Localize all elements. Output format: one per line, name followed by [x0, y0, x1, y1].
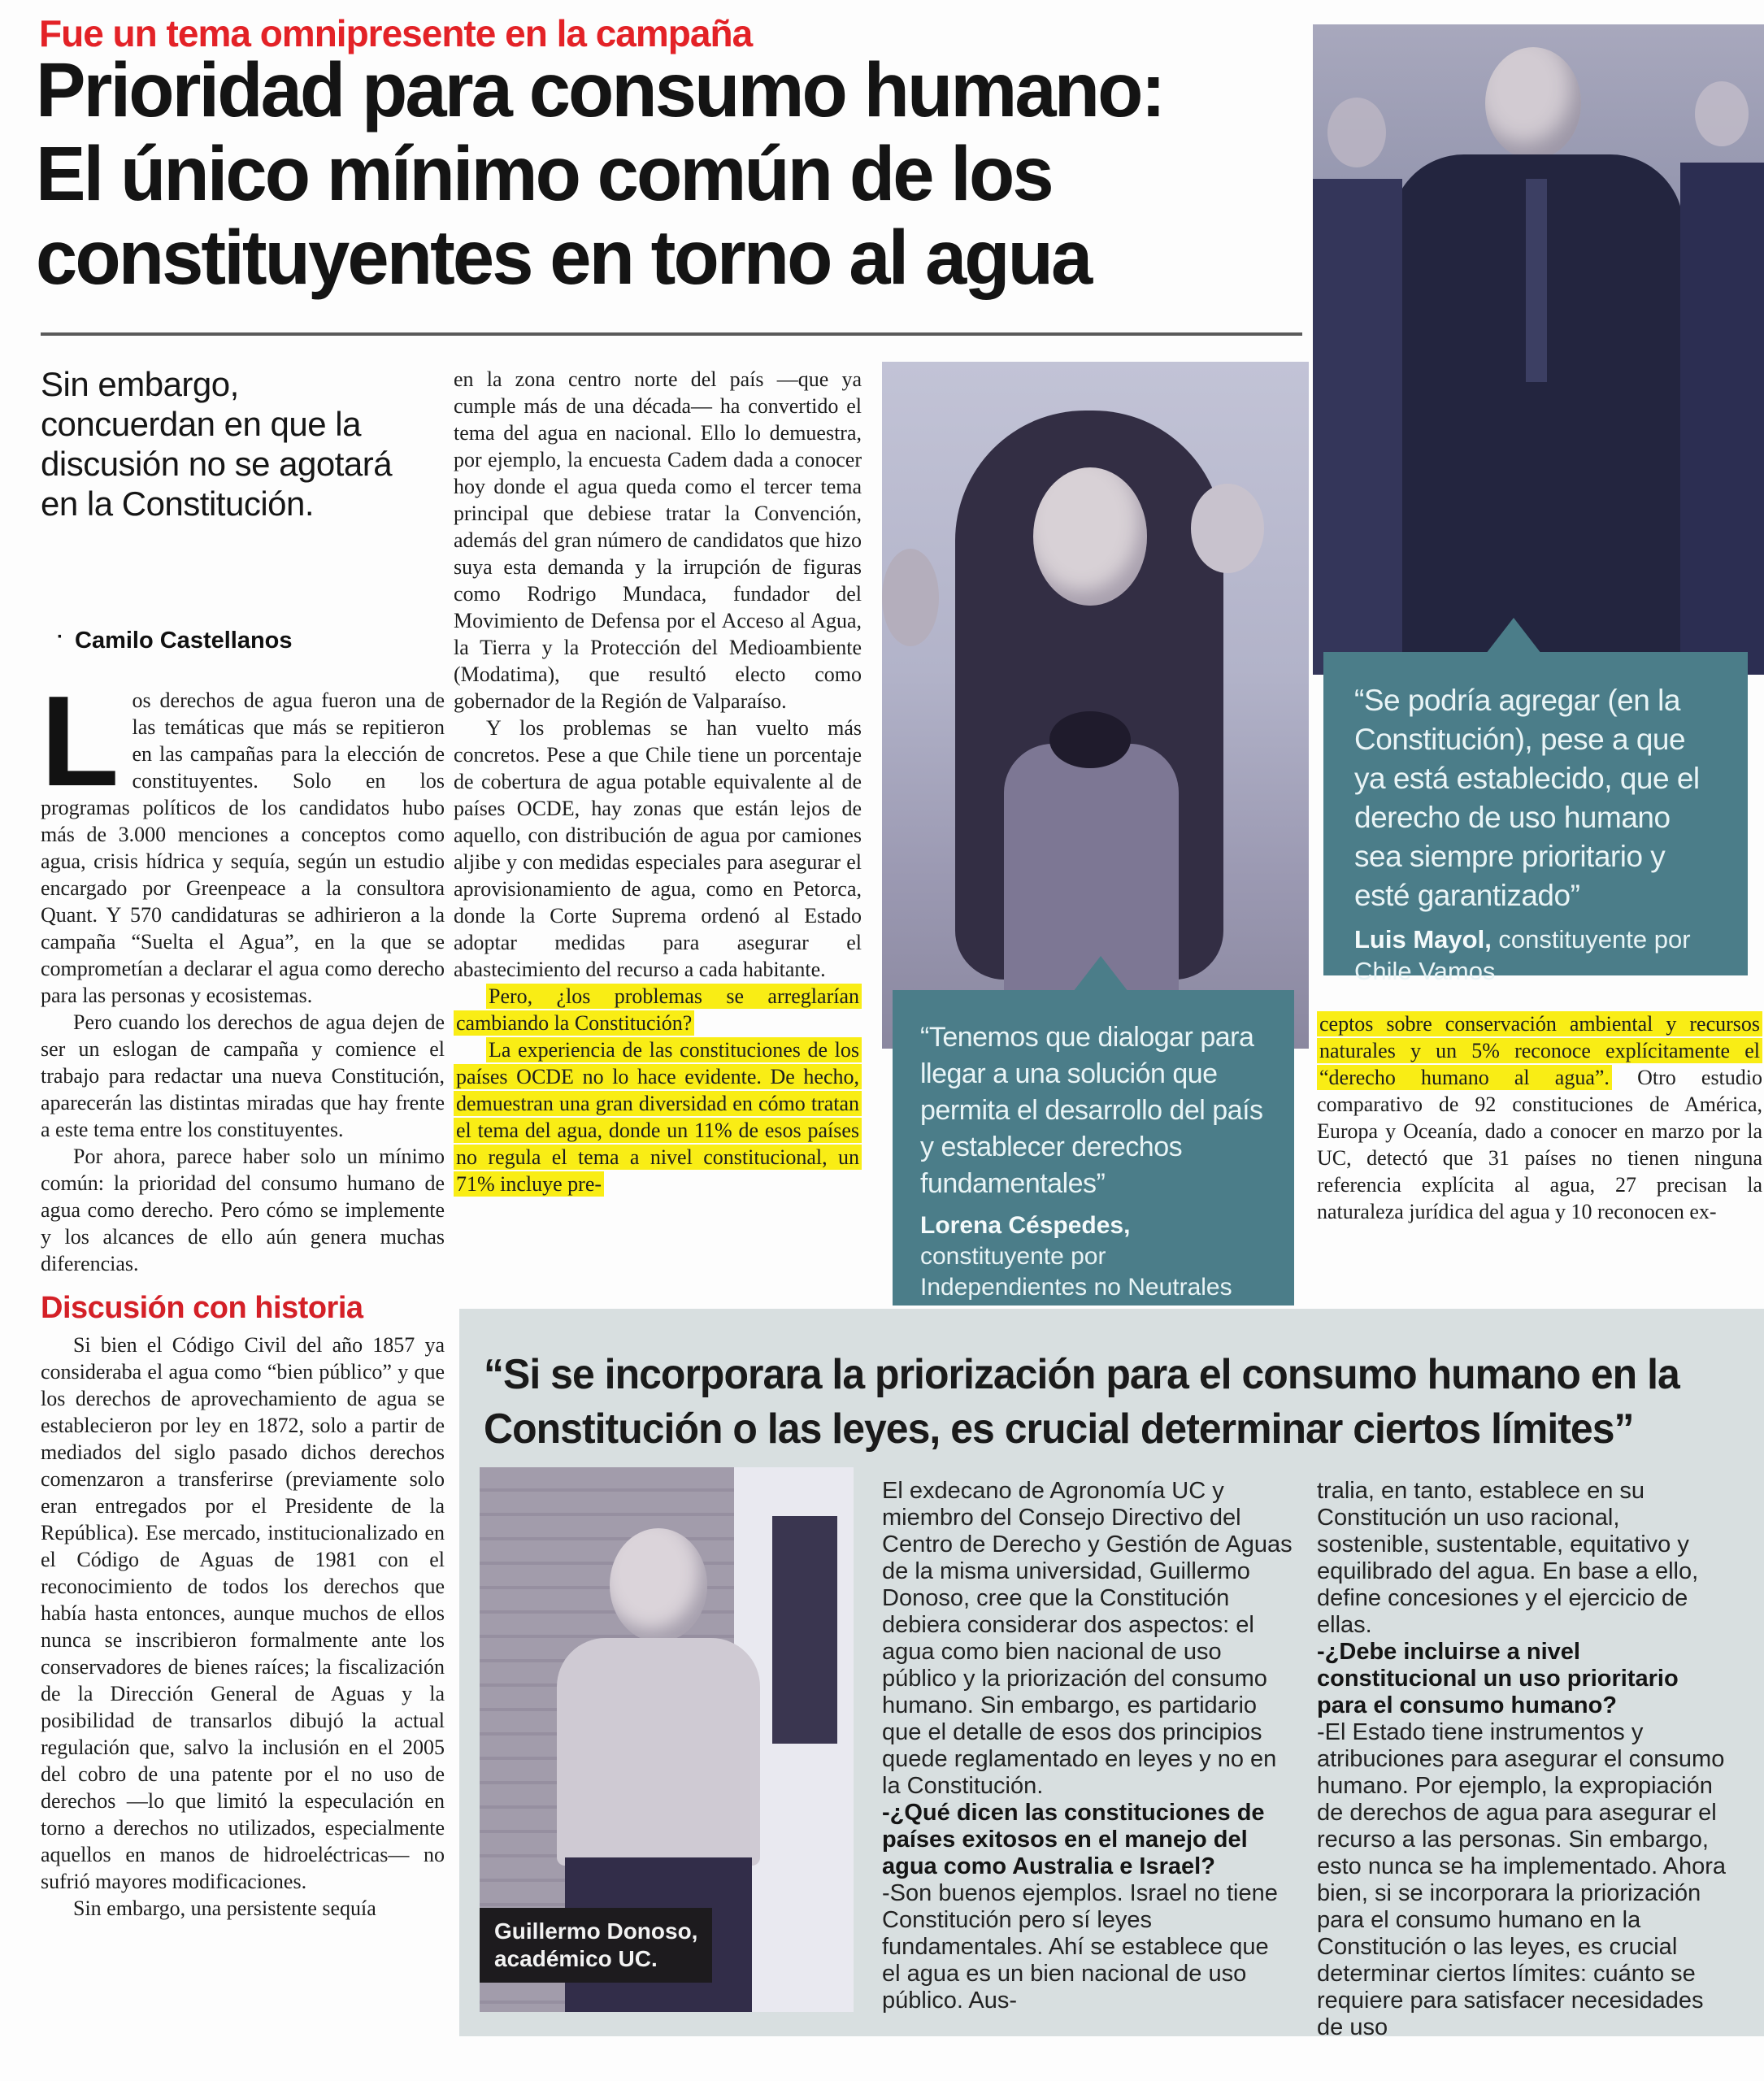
interview-headline: “Si se incorporara la priorización para el consumo humano en la Constitución o las leyes, es crucial determinar ciertos límites”: [484, 1351, 1679, 1453]
paragraph: Si bien el Código Civil del año 1857 ya consideraba el agua como “bien público” y que los derechos de aprovechamiento de agua se establecieron por ley en 1872, solo a partir de mediados del siglo pasado dichos derechos comenzaron a transferirse (previamente solo eran entregados por el Presidente de la República). Ese mercado, institucionalizado en el Código de Aguas de 1981 con el reconocimiento de todos los derechos que había hasta entonces, aunque muchos de ellos nunca se inscribieron formalmente ante los conservadores de bienes raíces; la fiscalización de la Dirección General de Aguas y la posibilidad de transarlos dibujó la actual regulación que, salvo la inclusión en el 2005 del cobro de una patente por el no uso de derechos —lo que limitó la especulación en torno a derechos no utilizados, especialmente aquellos en manos de hidroeléctricas— no sufrió mayores modificaciones.: [41, 1333, 445, 1893]
article-column-2: [454, 366, 862, 1197]
highlighted-paragraph: La experiencia de las constituciones de los países OCDE no lo hace evidente. De hecho, demuestran una gran diversidad en cómo tratan el tema del agua, donde un 11% de esos países no regula el tema a nivel constitucional, un 71% incluye pre-: [454, 1036, 862, 1197]
interview-column-2: [1317, 1478, 1733, 2041]
face-shape: [1033, 467, 1147, 606]
photo-caption: Guillermo Donoso, académico UC.: [480, 1908, 712, 1983]
headline-line: El único mínimo común de los: [36, 131, 1052, 217]
face-shape: [1485, 47, 1581, 159]
headline-line: Prioridad para consumo humano:: [36, 47, 1164, 133]
quote-attribution: Luis Mayol, constituyente por Chile Vamos: [1354, 925, 1691, 985]
tie-shape: [1526, 179, 1547, 382]
article-column-1: [41, 670, 445, 1922]
paragraph: en la zona centro norte del país —que ya cumple más de una década— ha convertido el tema del agua en nacional. Ello lo demuestra, por ejemplo, la encuesta Cadem dada a conocer hoy donde el agua queda como el tercer tema principal que debiese tratar la Convención, además del gran número de candidatos que hizo suya esta demanda y la irrupción de figuras como Rodrigo Mundaca, fundador del Movimiento de Defensa por el Acceso al Agua, la Tierra y la Protección del Medioambiente (Modatima), que resultó electo como gobernador de la Región de Valparaíso.: [454, 367, 862, 713]
paragraph: Por ahora, parece haber solo un mínimo común: la prioridad del consumo humano de agua como derecho. Pero cómo se implemente y los alcances de ello aún genera muchas diferencias.: [41, 1145, 445, 1275]
crowd-face-shape: [1327, 98, 1386, 167]
main-headline: [36, 49, 1297, 300]
highlighted-paragraph: Pero, ¿los problemas se arreglarían cambiando la Constitución?: [454, 983, 862, 1036]
paragraph: Sin embargo, una persistente sequía: [73, 1896, 376, 1920]
byline-name: Camilo Castellanos: [75, 628, 293, 654]
kicker: Fue un tema omnipresente en la campaña: [39, 12, 753, 54]
face-shape: [610, 1528, 707, 1642]
divider-rule: [41, 332, 1302, 336]
photo-luis-mayol: [1313, 24, 1764, 675]
paragraph: Pero cuando los derechos de agua dejen de ser un eslogan de campaña y comience el trabajo para redactar una nueva Constitución, aparecerán las distintas miradas que hay frente a este tema entre los constituyentes.: [41, 1010, 445, 1141]
article-column-4: [1317, 1010, 1762, 1225]
interview-answer: -El Estado tiene instrumentos y atribuciones para asegurar el consumo humano. Por ejemplo, la expropiación de derechos de agua para asegurar el recurso a las personas. Sin embargo, esto nunca se ha implementado. Ahora bien, si se incorporara la priorización para el consumo humano en la Constitución o las leyes, es crucial determinar ciertos límites: cuánto se requiere para satisfacer necesidades de uso: [1317, 1719, 1726, 2040]
interview-answer: -Son buenos ejemplos. Israel no tiene Constitución pero sí leyes fundamentales. Ahí se establece que el agua es un bien nacional de uso público. Aus-: [882, 1880, 1278, 2014]
byline: [57, 626, 293, 654]
quote-pointer: [1486, 618, 1541, 654]
pull-quote-mayol: [1323, 652, 1748, 985]
interview-question: -¿Debe incluirse a nivel constitucional un uso prioritario para el consumo humano?: [1317, 1639, 1679, 1718]
headline-line: constituyentes en torno al agua: [36, 215, 1091, 301]
shirt-shape: [557, 1638, 760, 1866]
highlighted-text: ceptos sobre conservación ambiental y recursos naturales y un 5% reconoce explícitamente el “derecho humano al agua”.: [1317, 1011, 1762, 1090]
crowd-shape: [1313, 179, 1402, 675]
quote-text: “Tenemos que dialogar para llegar a una solución que permita el desarrollo del país y establecer derechos fundamentales”: [920, 1022, 1263, 1199]
crowd-face-shape: [1695, 81, 1749, 146]
section-subhead: Discusión con historia: [41, 1291, 363, 1325]
drop-cap: L: [41, 670, 119, 813]
photo-guillermo-donoso: [480, 1467, 854, 2012]
paragraph: El exdecano de Agronomía UC y miembro del Consejo Directivo del Centro de Derecho y Gestión de Aguas de la misma universidad, Guillermo Donoso, cree que la Constitución debiera considerar dos aspectos: el agua como bien nacional de uso público y la priorización del consumo humano. Sin embargo, es partidario que el detalle de esos dos principios quede reglamentado en leyes y no en la Constitución.: [882, 1478, 1293, 1799]
pull-quote-lorena: [893, 990, 1294, 1306]
quote-attribution: Lorena Céspedes, constituyente por Independientes no Neutrales: [920, 1212, 1232, 1301]
quote-pointer: [1073, 956, 1128, 992]
interview-question: -¿Qué dicen las constituciones de países exitosos en el manejo del agua como Australia e Israel?: [882, 1800, 1265, 1879]
paragraph: ceptos sobre conservación ambiental y recursos naturales y un 5% reconoce explícitamente el “derecho humano al agua”. Otro estudio comparativo de 92 constituciones de América, Europa y Oceanía, dado a conocer en marzo por la UC, detectó que 31 países no tienen ninguna referencia explícita al agua, 27 precisan la naturaleza jurídica del agua y 10 reconocen ex-: [1317, 1012, 1763, 1223]
paragraph: Los derechos de agua fueron una de las temáticas que más se repitieron en las campañas para la elección de constituyentes. Solo en los programas políticos de los candidatos hubo más de 3.000 menciones a conceptos como agua, crisis hídrica y sequía, según un estudio encargado por Greenpeace a la consultora Quant. Y 570 candidaturas se adhirieron a la campaña “Suelta el Agua”, en la que se comprometían a declarar el agua como derecho para las personas y ecosistemas.: [41, 670, 445, 1007]
paragraph: Y los problemas se han vuelto más concretos. Pese a que Chile tiene un porcentaje de cobertura de agua potable equivalente al de países OCDE, hay zonas que están lejos de aquello, con distribución de agua por camiones aljibe y con medidas especiales para asegurar el aprovisionamiento de agua, como en Petorca, donde la Corte Suprema ordenó al Estado adoptar medidas para asegurar el abastecimiento del recurso a cada habitante.: [454, 716, 862, 981]
byline-mark: ·: [57, 626, 63, 648]
quote-text: “Se podría agregar (en la Constitución), pese a que ya está establecido, que el derecho de uso humano sea siempre prioritario y esté garantizado”: [1354, 684, 1700, 912]
photo-lorena-cespedes: [882, 362, 1309, 1049]
bystander-face-shape: [882, 549, 939, 646]
paragraph: tralia, en tanto, establece en su Constitución un uso racional, sostenible, sustentable, equitativo y equilibrado del agua. En base a ello, define concesiones y el ejercicio de ellas.: [1317, 1478, 1699, 1638]
necklace-shape: [1049, 711, 1131, 768]
window-shape: [772, 1516, 837, 1744]
interview-column-1: [882, 1478, 1293, 2014]
bystander-face-shape: [1191, 484, 1264, 573]
crowd-shape: [1680, 163, 1764, 675]
standfirst: Sin embargo, concuerdan en que la discusión no se agotará en la Constitución.: [41, 365, 393, 523]
